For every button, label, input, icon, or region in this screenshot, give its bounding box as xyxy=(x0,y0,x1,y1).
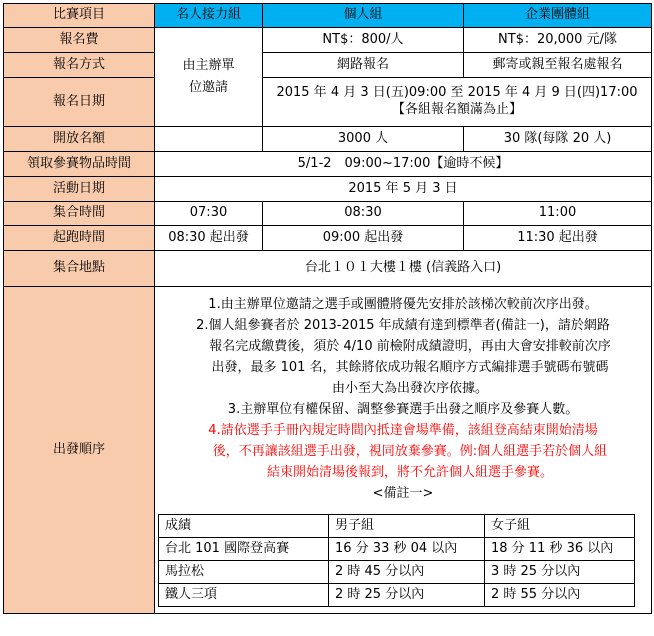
start-celebrity: 08:30 起出發 xyxy=(155,226,263,251)
fee-corporate: NT$：20,000 元/隊 xyxy=(464,28,652,53)
table-row xyxy=(159,560,635,583)
start-row xyxy=(4,226,652,251)
order-note-2-line3: 出發，最多 101 名，其餘將依成功報名順序方式編排選手號碼布號碼 xyxy=(211,359,609,375)
order-note-1: 1.由主辦單位邀請之選手或團體將優先安排於該梯次較前次序出發。 xyxy=(208,296,598,312)
pickup-label: 領取參賽物品時間 xyxy=(4,152,155,177)
celebrity-method-text: 由主辦單位邀請 xyxy=(182,58,235,95)
table-row xyxy=(159,537,635,560)
order-note-2-line4: 由小至大為出發次序依據。 xyxy=(331,380,488,396)
date-line2: 【各組報名額滿為止】 xyxy=(391,102,522,117)
note-title: <備註一> xyxy=(372,485,434,501)
header-individual: 個人組 xyxy=(263,4,464,28)
fee-label: 報名費 xyxy=(4,28,155,53)
main-table xyxy=(3,3,652,614)
celebrity-method xyxy=(155,28,263,127)
qualification-header-female: 女子組 xyxy=(485,514,635,537)
quota-label: 開放名額 xyxy=(4,127,155,152)
header-row xyxy=(4,4,652,28)
date-value xyxy=(263,78,652,127)
gather-celebrity: 07:30 xyxy=(155,202,263,226)
qualification-female: 3 時 25 分以內 xyxy=(485,560,635,583)
table-row xyxy=(159,583,635,606)
order-note-2-line1: 2.個人組參賽者於 2013-2015 年成績有達到標準者(備註一)，請於網路 xyxy=(196,317,610,333)
pickup-row xyxy=(4,152,652,177)
order-note-4-line3: 結束開始清場後報到，將不允許個人組選手參賽。 xyxy=(266,464,553,480)
qualification-header-male: 男子組 xyxy=(329,514,485,537)
header-corporate: 企業團體組 xyxy=(464,4,652,28)
order-note-2-line2: 報名完成繳費後，須於 4/10 前檢附成績證明，再由大會安排較前次序 xyxy=(209,338,611,354)
qualification-male: 2 時 25 分以內 xyxy=(329,583,485,606)
qualification-female: 18 分 11 秒 36 以內 xyxy=(485,537,635,560)
order-note-4-line1: 4.請依選手手冊內規定時間內抵達會場準備，該組登高結束開始清場 xyxy=(208,422,598,438)
header-celebrity: 名人接力組 xyxy=(155,4,263,28)
qualification-male: 16 分 33 秒 04 以內 xyxy=(329,537,485,560)
method-label: 報名方式 xyxy=(4,53,155,78)
location-row xyxy=(4,251,652,287)
gather-label: 集合時間 xyxy=(4,202,155,226)
location-label: 集合地點 xyxy=(4,251,155,287)
qualification-event: 台北 101 國際登高賽 xyxy=(159,537,329,560)
quota-corporate: 30 隊(每隊 20 人) xyxy=(464,127,652,152)
order-row xyxy=(4,287,652,614)
location-value: 台北１０１大樓１樓 (信義路入口) xyxy=(155,251,652,287)
start-individual: 09:00 起出發 xyxy=(263,226,464,251)
date-line1: 2015 年 4 月 3 日(五)09:00 至 2015 年 4 月 9 日(四)17:00 xyxy=(276,85,638,101)
quota-individual: 3000 人 xyxy=(263,127,464,152)
order-note-4 xyxy=(155,420,651,483)
start-label: 起跑時間 xyxy=(4,226,155,251)
qualification-header-result: 成績 xyxy=(159,514,329,537)
qualification-male: 2 時 45 分以內 xyxy=(329,560,485,583)
order-note-4-line2: 後，不再讓該組選手出發，視同放棄參賽。例:個人組選手若於個人組 xyxy=(212,443,608,459)
gather-corporate: 11:00 xyxy=(464,202,652,226)
event-date-value: 2015 年 5 月 3 日 xyxy=(155,177,652,202)
method-individual: 網路報名 xyxy=(263,53,464,78)
method-corporate: 郵寄或親至報名處報名 xyxy=(464,53,652,78)
event-date-row xyxy=(4,177,652,202)
method-row xyxy=(4,53,652,78)
event-date-label: 活動日期 xyxy=(4,177,155,202)
race-info-table xyxy=(3,3,651,633)
gather-row xyxy=(4,202,652,226)
qualification-event: 鐵人三項 xyxy=(159,583,329,606)
qualification-female: 2 時 55 分以內 xyxy=(485,583,635,606)
fee-individual: NT$：800/人 xyxy=(263,28,464,53)
quota-row xyxy=(4,127,652,152)
date-row xyxy=(4,78,652,127)
order-note-2 xyxy=(155,315,651,399)
start-corporate: 11:30 起出發 xyxy=(464,226,652,251)
qualification-table xyxy=(158,514,635,607)
qualification-header-row xyxy=(159,514,635,537)
gather-individual: 08:30 xyxy=(263,202,464,226)
fee-row xyxy=(4,28,652,53)
pickup-value: 5/1-2 09:00~17:00【逾時不候】 xyxy=(155,152,652,177)
header-item: 比賽項目 xyxy=(4,4,155,28)
qualification-event: 馬拉松 xyxy=(159,560,329,583)
quota-celebrity xyxy=(155,127,263,152)
order-note-3: 3.主辦單位有權保留、調整參賽選手出發之順序及參賽人數。 xyxy=(227,401,579,417)
order-label: 出發順序 xyxy=(4,287,155,614)
order-content xyxy=(155,287,652,614)
date-label: 報名日期 xyxy=(4,78,155,127)
